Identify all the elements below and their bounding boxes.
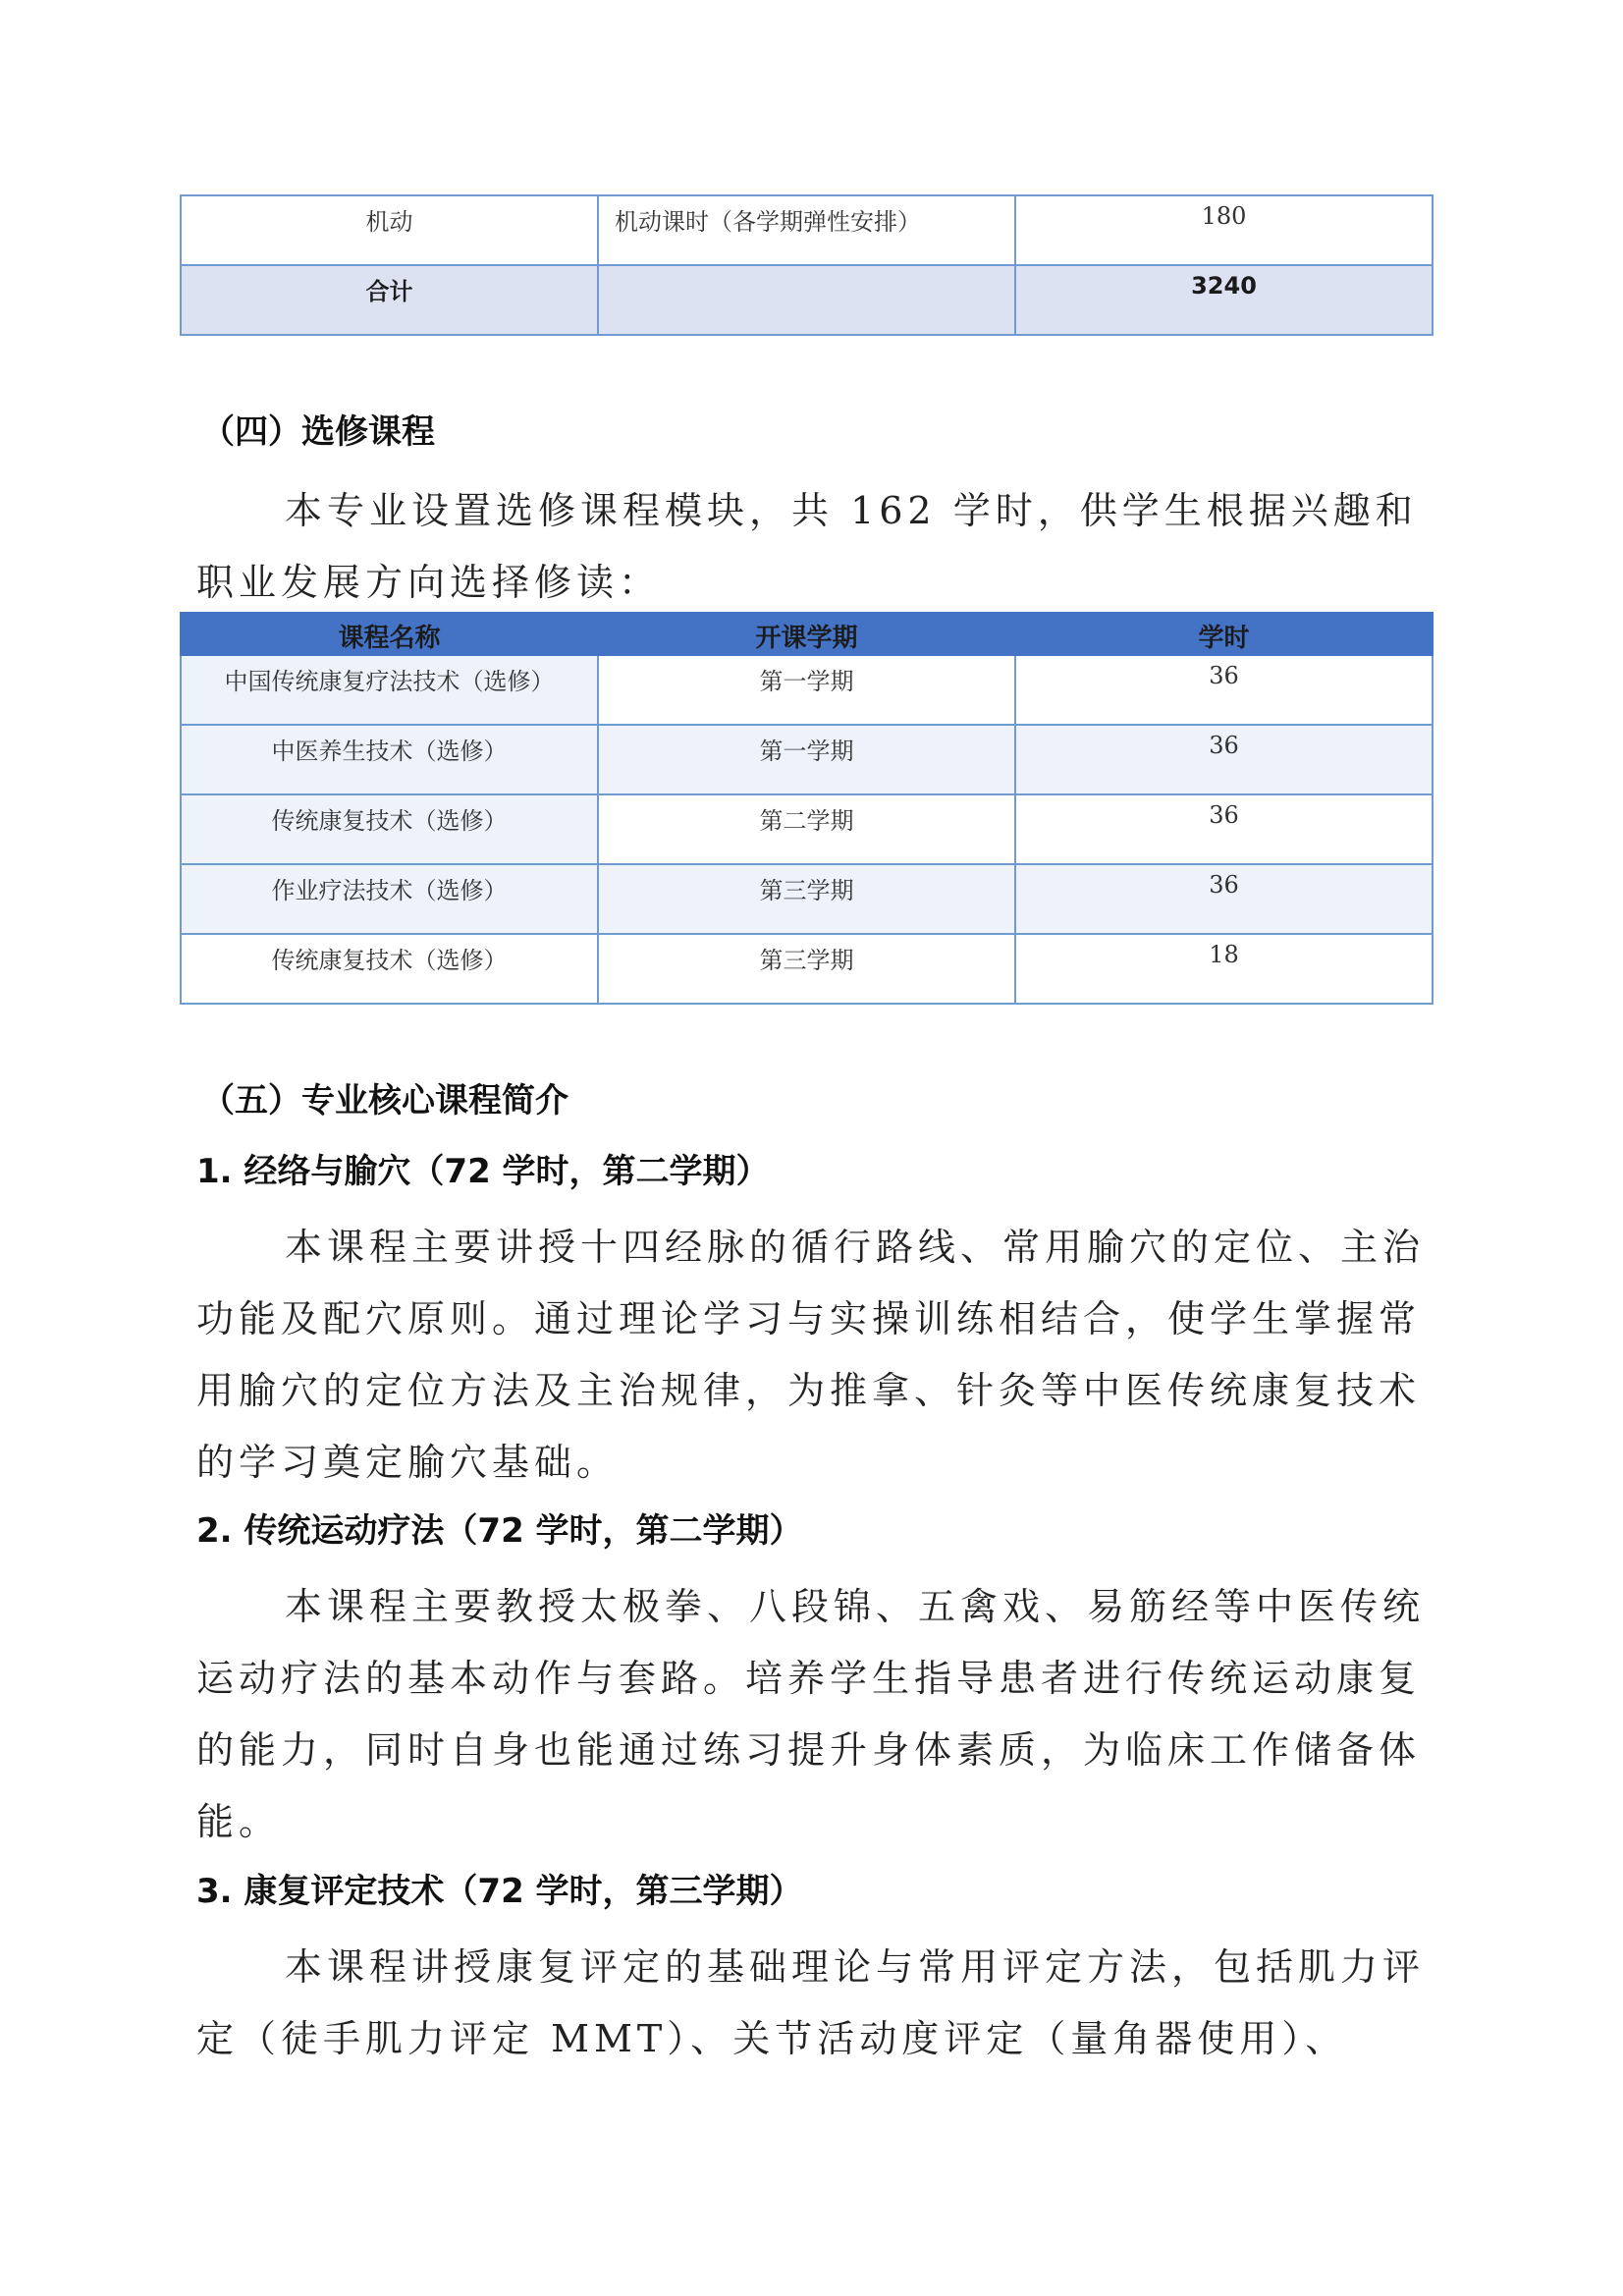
table-cell: 机动课时（各学期弹性安排） bbox=[598, 195, 1015, 265]
column-header: 学时 bbox=[1015, 613, 1433, 655]
credit-summary-table bbox=[180, 194, 1434, 336]
table-cell: 机动 bbox=[181, 195, 598, 265]
table-cell bbox=[598, 265, 1015, 335]
course-title: 1. 经络与腧穴（72 学时，第二学期） bbox=[196, 1152, 770, 1191]
column-header: 课程名称 bbox=[181, 613, 598, 655]
table-cell: 合计 bbox=[181, 265, 598, 335]
table-row bbox=[181, 864, 1433, 934]
section-heading: （四）选修课程 bbox=[201, 412, 435, 452]
table-row-total bbox=[181, 265, 1433, 335]
table-cell: 第二学期 bbox=[598, 794, 1015, 864]
table-cell: 36 bbox=[1015, 725, 1433, 794]
table-cell: 第一学期 bbox=[598, 725, 1015, 794]
course-description: 本课程讲授康复评定的基础理论与常用评定方法，包括肌力评定（徒手肌力评定 MMT）、关节活动度评定（量角器使用）、 bbox=[196, 1945, 1426, 2060]
table-cell: 36 bbox=[1015, 655, 1433, 725]
table-row bbox=[181, 934, 1433, 1004]
table-row bbox=[181, 195, 1433, 265]
elective-course-table bbox=[180, 612, 1434, 1005]
table-cell: 第三学期 bbox=[598, 864, 1015, 934]
section-heading: （五）专业核心课程简介 bbox=[201, 1081, 568, 1121]
table-header-row bbox=[181, 613, 1433, 655]
section-intro-paragraph: 本专业设置选修课程模块，共 162 学时，供学生根据兴趣和职业发展方向选择修读： bbox=[196, 489, 1418, 604]
table-row bbox=[181, 655, 1433, 725]
table-row bbox=[181, 794, 1433, 864]
table-cell: 传统康复技术（选修） bbox=[181, 934, 598, 1004]
course-title: 3. 康复评定技术（72 学时，第三学期） bbox=[196, 1872, 803, 1911]
table-cell: 18 bbox=[1015, 934, 1433, 1004]
course-description: 本课程主要教授太极拳、八段锦、五禽戏、易筋经等中医传统运动疗法的基本动作与套路。培养学生指导患者进行传统运动康复的能力，同时自身也能通过练习提升身体素质，为临床工作储备体能。 bbox=[196, 1585, 1426, 1843]
table-row bbox=[181, 725, 1433, 794]
table-cell: 传统康复技术（选修） bbox=[181, 794, 598, 864]
course-description: 本课程主要讲授十四经脉的循行路线、常用腧穴的定位、主治功能及配穴原则。通过理论学习与实操训练相结合，使学生掌握常用腧穴的定位方法及主治规律，为推拿、针灸等中医传统康复技术的学习奠定腧穴基础。 bbox=[196, 1226, 1426, 1484]
table-cell: 中医养生技术（选修） bbox=[181, 725, 598, 794]
table-cell: 36 bbox=[1015, 864, 1433, 934]
table-cell: 中国传统康复疗法技术（选修） bbox=[181, 655, 598, 725]
table-cell: 作业疗法技术（选修） bbox=[181, 864, 598, 934]
table-cell: 3240 bbox=[1015, 265, 1433, 335]
table-cell: 36 bbox=[1015, 794, 1433, 864]
column-header: 开课学期 bbox=[598, 613, 1015, 655]
table-cell: 第一学期 bbox=[598, 655, 1015, 725]
table-cell: 第三学期 bbox=[598, 934, 1015, 1004]
course-title: 2. 传统运动疗法（72 学时，第二学期） bbox=[196, 1511, 803, 1551]
table-cell: 180 bbox=[1015, 195, 1433, 265]
